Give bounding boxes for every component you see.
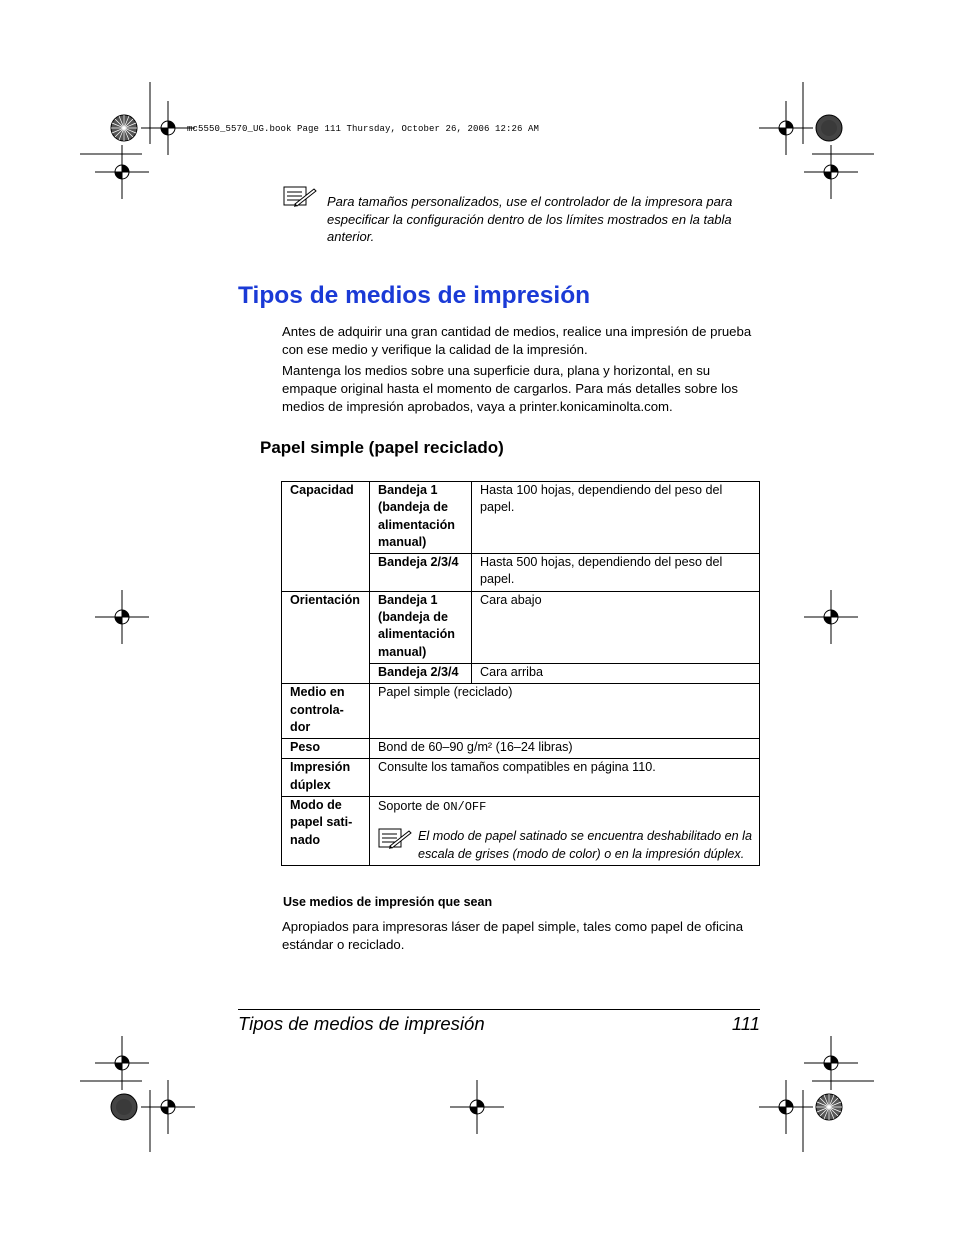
tray1-label: Bandeja 1 (bandeja de alimentación manual) (370, 482, 472, 554)
tray234-orientation: Cara arriba (472, 663, 760, 683)
row-label-satinado: Modo de papel sati-nado (282, 797, 370, 866)
page-number: 111 (731, 1013, 760, 1034)
note-pen-icon (378, 828, 412, 850)
satinado-note (378, 828, 753, 863)
print-header: mc5550_5570_UG.book Page 111 Thursday, October 26, 2006 12:26 AM (187, 124, 540, 134)
tray1-orientation: Cara abajo (472, 591, 760, 663)
note-pen-icon (283, 186, 317, 208)
footer-title: Tipos de medios de impresión (238, 1013, 485, 1034)
table-row (282, 591, 760, 663)
duplex-value: Consulte los tamaños compatibles en página 110. (370, 759, 760, 797)
tray234-capacity: Hasta 500 hojas, dependiendo del peso del papel. (472, 554, 760, 592)
tray1-label: Bandeja 1 (bandeja de alimentación manual) (370, 591, 472, 663)
row-label-orientacion: Orientación (282, 591, 370, 683)
table-row (282, 482, 760, 554)
row-label-duplex: Impresión dúplex (282, 759, 370, 797)
tray234-label: Bandeja 2/3/4 (370, 663, 472, 683)
note-text: Para tamaños personalizados, use el controlador de la impresora para especificar la configuración dentro de los límites mostrados en la tabla anterior. (327, 194, 733, 244)
intro-paragraph-2: Mantenga los medios sobre una superficie dura, plana y horizontal, en su empaque original hasta el momento de cargarlos. Para más detalles sobre los medios de impresión aprobados, vaya a printer.konicaminolta.com. (282, 363, 738, 414)
table-row (282, 684, 760, 739)
spec-table (281, 481, 760, 866)
satinado-value-mono: ON/OFF (443, 800, 487, 815)
table-row (282, 759, 760, 797)
row-label-medio: Medio en controla-dor (282, 684, 370, 739)
table-row (282, 739, 760, 759)
footer-rule (238, 1009, 760, 1010)
usage-heading: Use medios de impresión que sean (283, 895, 493, 909)
intro-paragraph-1: Antes de adquirir una gran cantidad de medios, realice una impresión de prueba con ese medio y verifique la calidad de la impresión. (282, 324, 752, 357)
tray1-capacity: Hasta 100 hojas, dependiendo del peso del papel. (472, 482, 760, 554)
peso-value: Bond de 60–90 g/m² (16–24 libras) (370, 739, 760, 759)
satinado-cell (370, 797, 760, 866)
satinado-note-text: El modo de papel satinado se encuentra deshabilitado en la escala de grises (modo de color) o en la impresión dúplex. (418, 829, 752, 861)
medio-value: Papel simple (reciclado) (370, 684, 760, 739)
row-label-capacidad: Capacidad (282, 482, 370, 592)
usage-text: Apropiados para impresoras láser de papel simple, tales como papel de oficina estándar o reciclado. (282, 919, 744, 952)
satinado-value (378, 798, 753, 816)
tray234-label: Bandeja 2/3/4 (370, 554, 472, 592)
table-row (282, 797, 760, 866)
subsection-title: Papel simple (papel reciclado) (260, 438, 504, 457)
row-label-peso: Peso (282, 739, 370, 759)
section-title: Tipos de medios de impresión (238, 282, 591, 309)
satinado-value-prefix: Soporte de (378, 799, 444, 814)
